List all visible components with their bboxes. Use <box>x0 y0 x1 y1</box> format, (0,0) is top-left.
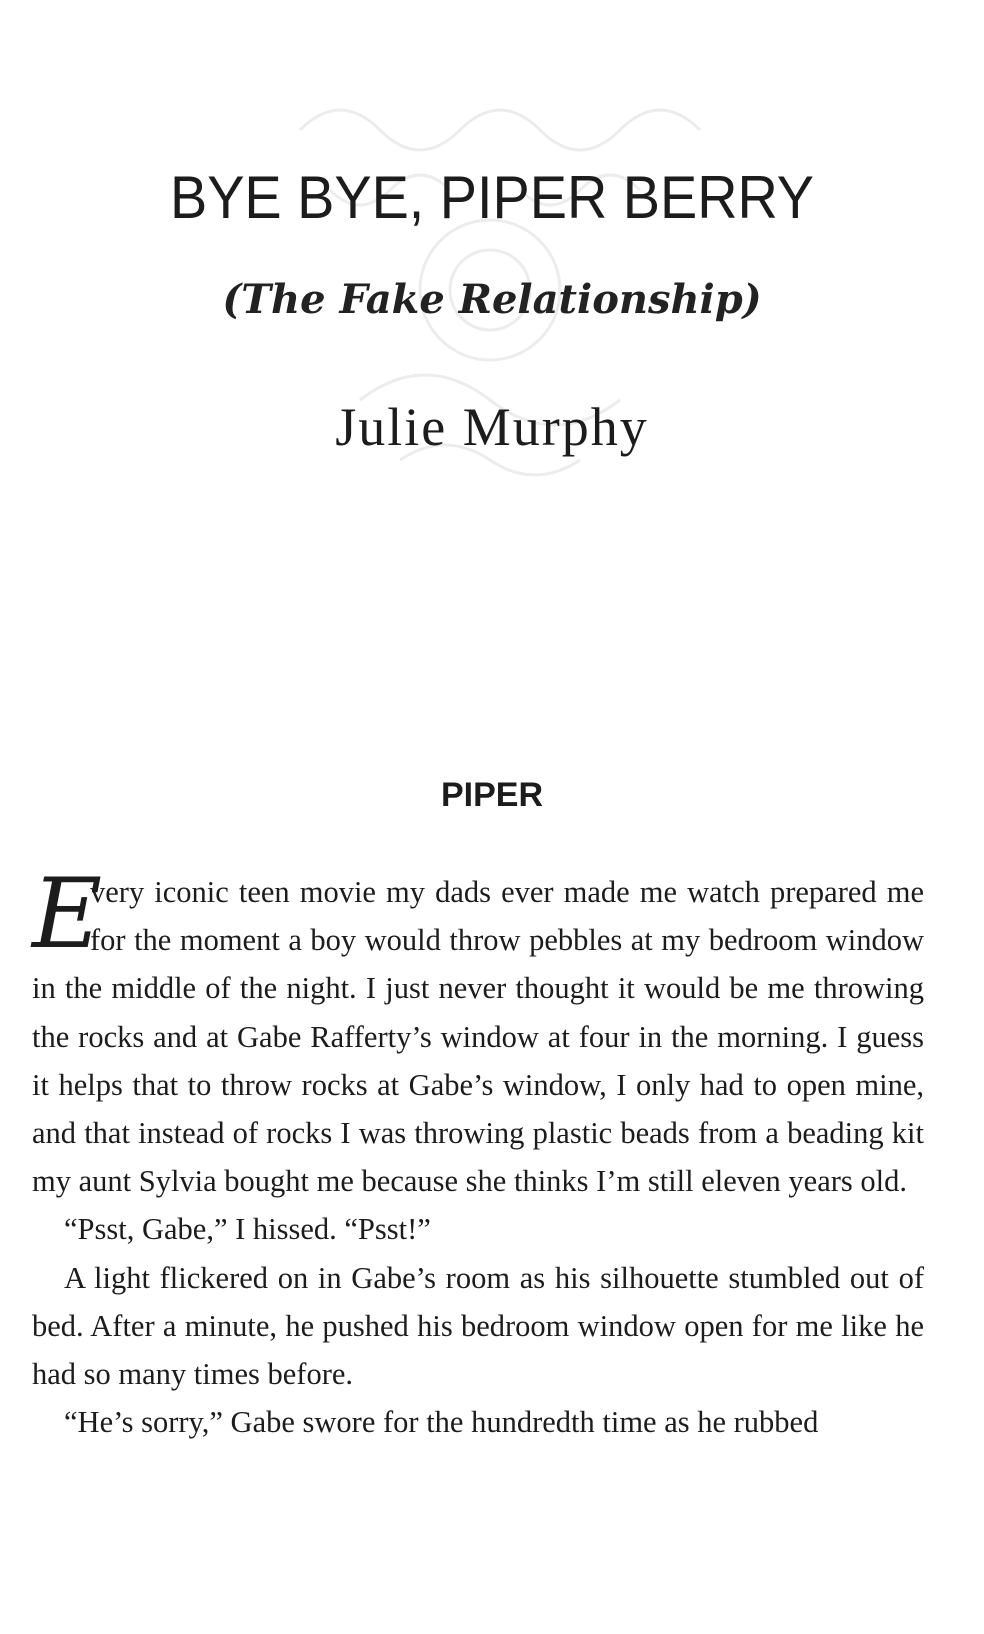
paragraph-3: A light flickered on in Gabe’s room as his silhouette stumbled out of bed. After a minute, he pushed his bedroom window open for me like he had so many times before. <box>32 1260 924 1392</box>
drop-cap: E <box>32 858 103 970</box>
paragraph-1-text: very iconic teen movie my dads ever made me watch prepared me for the moment a boy would throw pebbles at my bedroom window in the middle of the night. I just never thought it would be me throwing the rocks and at Gabe Rafferty’s window at four in the morning. I guess it helps that to throw rocks at Gabe’s window, I only had to open mine, and that instead of rocks I was throwing plastic beads from a beading kit my aunt Sylvia bought me because she thinks I’m still eleven years old. <box>32 875 924 1199</box>
paragraph-4: “He’s sorry,” Gabe swore for the hundredth time as he rubbed <box>64 1405 819 1440</box>
chapter-heading: PIPER <box>440 776 544 814</box>
paragraph-1 <box>32 858 924 1205</box>
story-author: Julie Murphy <box>335 397 649 457</box>
paragraph-2: “Psst, Gabe,” I hissed. “Psst!” <box>64 1212 431 1247</box>
story-title: BYE BYE, PIPER BERRY <box>169 164 815 231</box>
body-text <box>32 858 924 1446</box>
story-subtitle: (The Fake Relationship) <box>222 276 762 323</box>
